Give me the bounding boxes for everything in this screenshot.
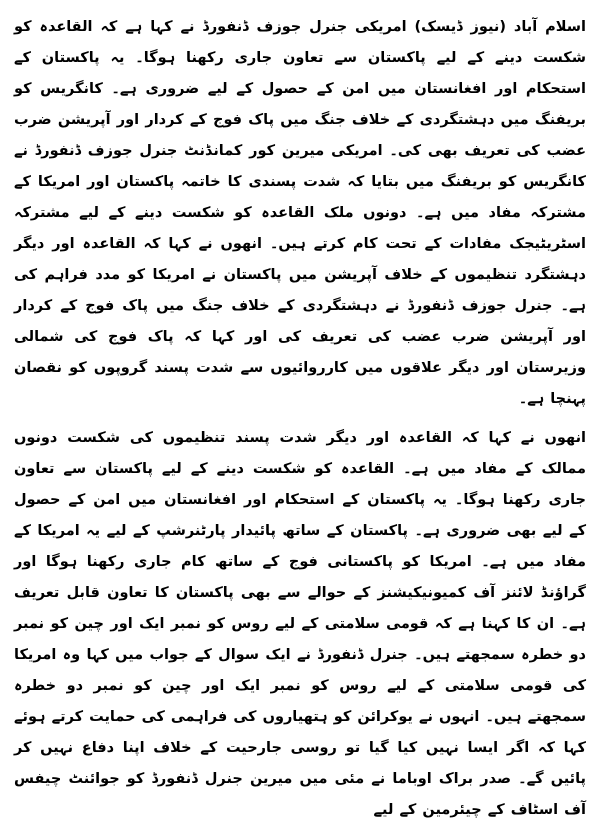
- article-paragraph-2: انھوں نے کہا کہ القاعدہ اور دیگر شدت پسند تنظیموں کی شکست دونوں ممالک کے مفاد میں ہے۔ القاعدہ کو شکست دینے کے لیے پاکستان سے تعاون جاری رکھنا ہوگا۔ یہ پاکستان کے استحکام اور افغانستان میں امن کے حصول کے لیے بھی ضروری ہے۔ پاکستان کے ساتھ پائیدار پارٹنرشپ کے لیے یہ امریکا کے مفاد میں ہے۔ امریکا کو پاکستانی فوج کے ساتھ کام جاری رکھنا ہوگا اور گراؤنڈ لائنز آف کمیونیکیشنز کے حوالے سے بھی پاکستان کا تعاون قابل تعریف ہے۔ ان کا کہنا ہے کہ قومی سلامتی کے لیے روس کو نمبر ایک اور چین کو نمبر دو خطرہ سمجھتے ہیں۔ جنرل ڈنفورڈ نے ایک سوال کے جواب میں کہا وہ امریکا کی قومی سلامتی کے لیے روس کو نمبر ایک اور چین کو نمبر دو خطرہ سمجھتے ہیں۔ انہوں نے یوکرائن کو ہتھیاروں کی فراہمی کی حمایت کرتے ہوئے کہا کہ اگر ایسا نہیں کیا گیا تو روسی جارحیت کے خلاف اپنا دفاع نہیں کر پائیں گے۔ صدر براک اوباما نے مئی میں میرین جنرل ڈنفورڈ کو جوائنٹ چیفس آف اسٹاف کے چیئرمین کے لیے: [14, 430, 586, 818]
- article-paragraph-1: اسلام آباد (نیوز ڈیسک) امریکی جنرل جوزف ڈنفورڈ نے کہا ہے کہ القاعدہ کو شکست دینے کے لیے پاکستان سے تعاون جاری رکھنا ہوگا۔ یہ پاکستان کے استحکام اور افغانستان میں امن کے حصول کے لیے ضروری ہے۔ کانگریس کو بریفنگ میں دہشتگردی کے خلاف جنگ میں پاک فوج کے کردار اور آپریشن ضرب عضب کی تعریف بھی کی۔ امریکی میرین کور کمانڈنٹ جنرل جوزف ڈنفورڈ نے کانگریس کو بریفنگ میں بتایا کہ شدت پسندی کا خاتمہ پاکستان اور امریکا کے مشترکہ مفاد میں ہے۔ دونوں ملک القاعدہ کو شکست دینے کے لیے مشترکہ اسٹریٹیجک مفادات کے تحت کام کرتے ہیں۔ انھوں نے کہا کہ القاعدہ اور دیگر دہشتگرد تنظیموں کے خلاف آپریشن میں پاکستان نے امریکا کو مدد فراہم کی ہے۔ جنرل جوزف ڈنفورڈ نے دہشتگردی کے خلاف جنگ میں پاک فوج کے کردار اور آپریشن ضرب عضب کی تعریف کی اور کہا کہ پاک فوج کی شمالی وزیرستان اور دیگر علاقوں میں کارروائیوں سے شدت پسند گروپوں کو نقصان پہنچا ہے۔: [14, 19, 586, 407]
